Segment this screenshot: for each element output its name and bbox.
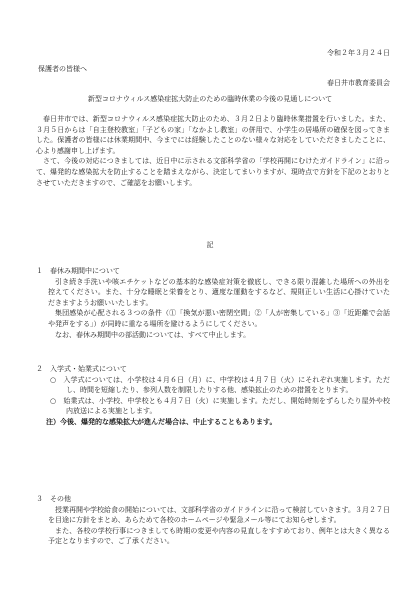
section-ceremonies bbox=[36, 364, 390, 428]
section-paragraph: 引き続き手洗いや咳エチケットなどの基本的な感染症対策を徹底し、できる限り混雑した場所への外出を控えてください。また、十分な睡眠と栄養をとり、適度な運動をするなど、規則正しい生活に心掛けていただきますようお願いいたします。 bbox=[48, 277, 390, 307]
section-heading: ３ その他 bbox=[36, 495, 71, 503]
club-activity-paragraph: なお、春休み期間中の部活動については、すべて中止します。 bbox=[55, 330, 251, 339]
sender-organization: 春日井市教育委員会 bbox=[327, 79, 390, 87]
intro-section bbox=[36, 114, 390, 188]
intro-paragraph: さて、今後の対応につきましては、近日中に示される文部科学省の「学校再開にむけたガイドライン」に沿って、爆発的な感染拡大を防止することを踏まえながら、決定してまいりますが、現時点で方針を下記のとおりとさせていただきますので、ご確認をお願いします。 bbox=[36, 157, 390, 187]
section-other bbox=[36, 494, 390, 547]
section-paragraph: また、各校の学校行事につきましても時期の変更や内容の見直しをすすめており、例年とは大きく異なる予定となりますので、ご了承ください。 bbox=[48, 526, 390, 546]
ki-heading: 記 bbox=[206, 241, 214, 249]
cancellation-note: 注）今後、爆発的な感染拡大が進んだ場合は、中止することもあります。 bbox=[46, 417, 277, 426]
addressee: 保護者の皆様へ bbox=[38, 65, 87, 73]
section-paragraph: 授業再開や学校給食の開始については、文部科学省のガイドラインに沿って検討していきます。３月２７日を目途に方針をまとめ、あらためて各校のホームページや緊急メール等にてお知らせします。 bbox=[48, 505, 390, 525]
three-conditions-paragraph: 集団感染が心配される３つの条件（①「換気が悪い密閉空間」②「人が密集している」③「近距離で会話や発声をする」）が同時に重なる場所を避けるようにしてください。 bbox=[48, 309, 390, 328]
intro-paragraph: 春日井市では、新型コロナウィルス感染症拡大防止のため、３月２日より臨時休業措置を行いました。また、３月５日からは「自主登校教室」「子どもの家」「なかよし教室」の併用で、小学生の居場所の確保を図ってきました。保護者の皆様には休業期間中、今までには経験したことのない様々な対応をしていただきましたことに、心より感謝申し上げます。 bbox=[36, 115, 390, 155]
section-spring-break bbox=[36, 266, 390, 340]
issue-date: 令和２年３月２４日 bbox=[327, 49, 390, 57]
entrance-ceremony-item: ○ 入学式については、小学校は４月６日（月）に、中学校は４月７日（火）にそれぞれ実施します。ただし、時間を短縮したり、参列人数を制限したりする他、感染拡止のための措置をとります。 bbox=[50, 375, 390, 395]
document-title: 新型コロナウィルス感染症拡大防止のための臨時休業の今後の見通しについて bbox=[87, 95, 333, 103]
section-heading: １ 春休み期間中について bbox=[36, 267, 120, 275]
section-heading: ２ 入学式・始業式について bbox=[36, 365, 127, 373]
opening-ceremony-item: ○ 始業式は、小学校、中学校とも４月７日（火）に実施します。ただし、開始時刻をずらしたり屋外や校内放送による実施とします。 bbox=[50, 396, 390, 416]
